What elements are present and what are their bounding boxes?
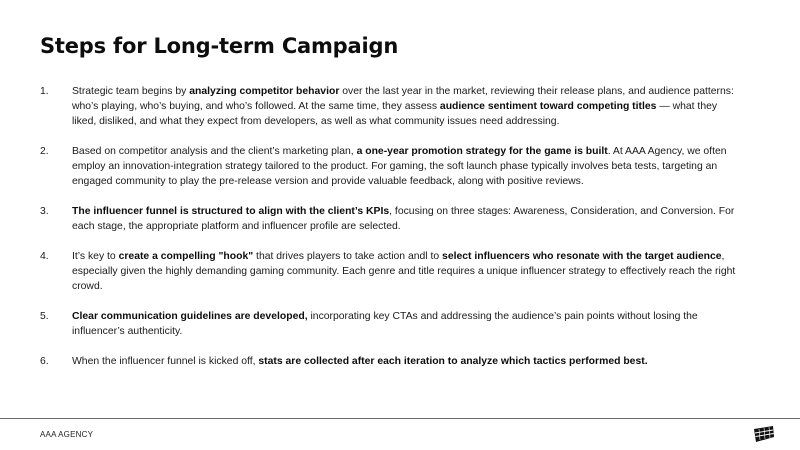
step-number: 1. (40, 86, 49, 97)
agency-logo-icon (752, 424, 776, 444)
step-item (40, 249, 740, 294)
step-text-segment: Strategic team begins by (72, 86, 190, 97)
step-number: 5. (40, 311, 49, 322)
step-text-bold: create a compelling "hook" (118, 251, 254, 262)
step-text-segment: over the last year in the market, reviewing their release plans, and audience patterns: who’s playing, who’s buying, and who’s followed. At the same time, they assess (72, 86, 734, 112)
step-item (40, 309, 740, 339)
step-text (72, 311, 698, 337)
footer-divider (0, 418, 800, 419)
step-text-bold: audience sentiment toward competing titles (439, 101, 657, 112)
step-text-segment: , especially given the highly demanding gaming community. Each genre and title requires a unique influencer strategy to effectively reach the right crowd. (72, 251, 736, 292)
step-text-segment: that drives players to take action andl to (253, 251, 443, 262)
step-text-segment: — what they liked, disliked, and what they expect from developers, as well as what community issues need addressing. (72, 101, 718, 127)
step-text-bold: The influencer funnel is structured to align with the client’s KPIs (72, 206, 390, 217)
step-number: 3. (40, 206, 49, 217)
step-text-bold: Clear communication guidelines are developed, (72, 311, 308, 322)
step-text (72, 86, 734, 127)
step-item (40, 204, 740, 234)
step-text (72, 356, 648, 367)
step-number: 2. (40, 146, 49, 157)
step-text-segment: , focusing on three stages: Awareness, Consideration, and Conversion. For each stage, the appropriate platform and influencer profile are selected. (72, 206, 735, 232)
step-item (40, 84, 740, 129)
step-text (72, 146, 727, 187)
step-text-bold: stats are collected after each iteration to analyze which tactics performed best. (258, 356, 648, 367)
step-text (72, 206, 734, 232)
step-text (72, 251, 735, 292)
step-text-segment: It’s key to (72, 251, 119, 262)
step-item (40, 354, 740, 369)
step-text-segment: . At AAA Agency, we often employ an innovation-integration strategy tailored to the product. For gaming, the soft launch phase typically involves beta tests, targeting an engaged community to play the pre-release version and provide valuable feedback, along with positive reviews. (72, 146, 727, 187)
step-text-bold: select influencers who resonate with the target audience (442, 251, 722, 262)
step-text-bold: analyzing competitor behavior (189, 86, 340, 97)
step-text-bold: a one-year promotion strategy for the game is built (356, 146, 608, 157)
footer-agency-name: AAA AGENCY (40, 430, 94, 439)
step-text-segment: incorporating key CTAs and addressing the audience’s pain points without losing the influencer’s authenticity. (72, 311, 698, 337)
step-item (40, 144, 740, 189)
step-number: 4. (40, 251, 49, 262)
step-number: 6. (40, 356, 49, 367)
step-text-segment: Based on competitor analysis and the client’s marketing plan, (72, 146, 357, 157)
steps-list (40, 84, 740, 369)
step-text-segment: When the influencer funnel is kicked off, (72, 356, 259, 367)
slide-title: Steps for Long-term Campaign (40, 34, 399, 58)
